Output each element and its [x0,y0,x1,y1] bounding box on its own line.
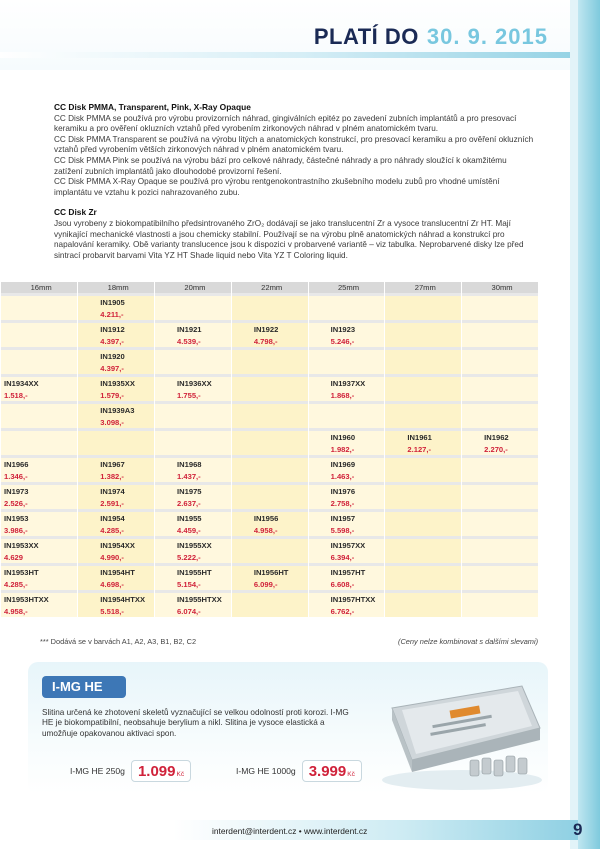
product-code-cell [1,431,78,443]
price-cell: 1.868,- [308,389,385,401]
product-code-cell [385,404,462,416]
product-code-cell: IN1955HT [155,566,232,578]
product-code-cell: IN1957HT [308,566,385,578]
price-cell [231,497,308,509]
product-code-cell [308,404,385,416]
price-cell: 3.986,- [1,524,78,536]
price-cell [462,605,539,617]
price-cell: 4.397,- [78,335,155,347]
table-row-codes [1,296,539,308]
product-code-cell [462,485,539,497]
product-code-cell [231,404,308,416]
table-row-codes [1,404,539,416]
price-cell [231,470,308,482]
price-cell [231,416,308,428]
product-code-cell: IN1974 [78,485,155,497]
price-cell [308,308,385,320]
product-code-cell: IN1936XX [155,377,232,389]
product-code-cell [231,458,308,470]
price-cell [78,443,155,455]
product-code-cell [462,593,539,605]
product-code-cell [385,512,462,524]
price-cell: 5.154,- [155,578,232,590]
price-cell [1,308,78,320]
price-cell [155,416,232,428]
zr-paragraph: Jsou vyrobeny z biokompatibilního předsintrovaného ZrO₂ dodávají se jako translucentní Zr a vysoce translucentní Zr HT. Mají vynikající mechanické vlastnosti a jsou chemicky stabilní. Používají se na výrobu plně anatomických náhrad a konstrukcí pro napalování keramiky. Obě varianty translucence jsou k dispozici v probarvené variantě – viz tabulka. Neprobarvené disky lze před sintrací probarvit barvami Vita YZ HT Shade liquid nebo Vita YZ T Coloring liquid. [54,218,524,260]
product-code-cell: IN1935XX [78,377,155,389]
product-code-cell [462,296,539,308]
product-code-cell [231,377,308,389]
price-cell [385,308,462,320]
img-he-label: I-MG HE [42,676,126,698]
price-cell [462,551,539,563]
right-stripe-light [570,0,578,849]
price-tag-1000g [236,760,362,782]
product-code-cell [155,431,232,443]
product-code-cell [462,323,539,335]
product-code-cell [231,350,308,362]
price-cell [231,551,308,563]
section-title-pmma: CC Disk PMMA, Transparent, Pink, X-Ray Opaque [54,102,251,112]
product-code-cell: IN1954 [78,512,155,524]
price-cell: 1.982,- [308,443,385,455]
price-cell [155,308,232,320]
section-title-zr: CC Disk Zr [54,207,97,218]
price-cell [1,443,78,455]
price-cell: 2.526,- [1,497,78,509]
product-code-cell [385,539,462,551]
price-cell [462,578,539,590]
product-code-cell [155,296,232,308]
product-code-cell [1,323,78,335]
table-row-prices [1,443,539,455]
price-cell: 1.346,- [1,470,78,482]
price-cell: 4.698,- [78,578,155,590]
price-cell [308,416,385,428]
price-cell: 4.958,- [1,605,78,617]
product-code-cell [385,377,462,389]
price-cell: 2.127,- [385,443,462,455]
product-code-cell: IN1953HT [1,566,78,578]
price-box [302,760,362,782]
price-cell [1,416,78,428]
table-row-prices [1,578,539,590]
price-cell [385,578,462,590]
product-code-cell: IN1969 [308,458,385,470]
currency: Kč [347,771,355,778]
product-code-cell [308,350,385,362]
product-code-cell: IN1955XX [155,539,232,551]
price-cell [385,605,462,617]
product-code-cell: IN1953XX [1,539,78,551]
table-row-prices [1,362,539,374]
table-row-prices [1,470,539,482]
price-cell [385,524,462,536]
table-row-prices [1,389,539,401]
price-cell: 2.758,- [308,497,385,509]
price-cell: 5.246,- [308,335,385,347]
column-header: 20mm [155,282,232,293]
column-header: 16mm [1,282,78,293]
table-body [1,293,539,617]
product-code-cell [462,377,539,389]
column-header: 30mm [462,282,539,293]
product-code-cell [385,296,462,308]
price-cell [462,335,539,347]
price-tag-250g [70,760,191,782]
table-row-prices [1,497,539,509]
product-code-cell [231,485,308,497]
product-code-cell: IN1960 [308,431,385,443]
price-cell: 1.518,- [1,389,78,401]
table-row-codes [1,566,539,578]
price-cell: 4.539,- [155,335,232,347]
product-code-cell [231,296,308,308]
product-code-cell [78,431,155,443]
product-code-cell: IN1912 [78,323,155,335]
discount-note: (Ceny nelze kombinovat s dalšími slevami) [398,637,539,646]
price-box [131,760,191,782]
product-code-cell [385,593,462,605]
table-row-codes [1,377,539,389]
price-cell [385,389,462,401]
price-cell: 4.211,- [78,308,155,320]
product-code-cell [1,350,78,362]
table-row-codes [1,593,539,605]
product-code-cell [462,458,539,470]
product-code-cell: IN1923 [308,323,385,335]
product-code-cell: IN1920 [78,350,155,362]
price-cell: 5.518,- [78,605,155,617]
table-row-codes [1,431,539,443]
price-cell: 6.762,- [308,605,385,617]
product-code-cell: IN1954HT [78,566,155,578]
price-cell [462,470,539,482]
pmma-paragraph-4: CC Disk PMMA X-Ray Opaque se používá pro výrobu rentgenokontrastního zkušebního modelu zubů pro vhodné umístění implantátu ve vztahu k pozici nahrazovaného zubu. [54,177,500,197]
price-cell: 1.382,- [78,470,155,482]
product-code-cell: IN1976 [308,485,385,497]
price-cell [462,362,539,374]
product-code-cell [308,296,385,308]
product-code-cell [231,431,308,443]
product-code-cell [385,458,462,470]
header-bar [0,52,600,58]
product-code-cell [462,566,539,578]
price-cell: 2.591,- [78,497,155,509]
product-code-cell [1,296,78,308]
price-cell: 5.598,- [308,524,385,536]
price-value: 3.999 [308,763,347,780]
table-row-prices [1,605,539,617]
price-cell [155,362,232,374]
price-cell [385,335,462,347]
product-code-cell [385,566,462,578]
product-code-cell [231,539,308,551]
price-cell [1,335,78,347]
table-row-codes [1,539,539,551]
table-row-codes [1,458,539,470]
product-code-cell [155,404,232,416]
product-code-cell: IN1921 [155,323,232,335]
price-cell: 4.958,- [231,524,308,536]
pmma-paragraph-1: CC Disk PMMA se používá pro výrobu provizorních náhrad, gingiválních epitéz po zavedení zubních implantátů a pro presovací keramiku a pro ověření okluzních vztahů před vyrobením zirkonových náhrad v plném anatomickém tvaru. [54,113,517,134]
price-cell [231,308,308,320]
price-cell [385,497,462,509]
footer-contact: interdent@interdent.cz • www.interdent.cz [212,826,368,836]
price-cell [462,389,539,401]
product-code-cell [155,350,232,362]
price-cell [462,308,539,320]
product-code-cell: IN1955 [155,512,232,524]
pmma-paragraph-2: CC Disk PMMA Transparent se používá na výrobu litých a anatomických konstrukcí, pro presovací keramiku a pro ověření okluzních vztahů před vyrobením větších zirkonových náhrad v plném anatomickém tvaru. [54,134,534,155]
product-code-cell: IN1961 [385,431,462,443]
price-cell: 6.074,- [155,605,232,617]
price-cell [385,551,462,563]
product-code-cell: IN1957 [308,512,385,524]
table-row-codes [1,350,539,362]
price-value: 1.099 [137,763,176,780]
price-cell: 4.459,- [155,524,232,536]
price-cell [308,362,385,374]
price-cell [462,524,539,536]
description-text [54,102,534,261]
price-cell: 4.990,- [78,551,155,563]
price-cell [385,416,462,428]
validity-title [314,24,548,50]
validity-date: 30. 9. 2015 [426,24,548,49]
price-cell: 1.755,- [155,389,232,401]
product-code-cell [462,350,539,362]
product-code-cell: IN1905 [78,296,155,308]
footnote: *** Dodává se v barvách A1, A2, A3, B1, B2, C2 [40,637,197,646]
table-header-row [1,282,539,293]
product-code-cell: IN1962 [462,431,539,443]
table-row-prices [1,551,539,563]
price-cell: 5.222,- [155,551,232,563]
price-cell: 6.099,- [231,578,308,590]
price-cell [231,443,308,455]
product-code-cell: IN1953HTXX [1,593,78,605]
product-code-cell: IN1957XX [308,539,385,551]
product-code-cell [231,593,308,605]
column-header: 27mm [385,282,462,293]
right-stripe [578,0,600,849]
column-header: 25mm [308,282,385,293]
price-cell: 6.394,- [308,551,385,563]
price-cell [231,389,308,401]
product-code-cell [1,404,78,416]
price-cell [385,362,462,374]
pmma-paragraph-3: CC Disk PMMA Pink se používá na výrobu bází pro celkové náhrady, částečné náhrady a pro náhrady sloužící k okamžitému zatížení zubních implantátů jako dlouhodobé provizorní řešení. [54,155,507,176]
product-code-cell: IN1966 [1,458,78,470]
price-cell [155,443,232,455]
product-code-cell: IN1956 [231,512,308,524]
product-code-cell: IN1939A3 [78,404,155,416]
product-code-cell: IN1968 [155,458,232,470]
price-cell: 4.285,- [1,578,78,590]
product-code-cell: IN1956HT [231,566,308,578]
product-code-cell: IN1957HTXX [308,593,385,605]
column-header: 22mm [231,282,308,293]
price-cell: 4.798,- [231,335,308,347]
price-cell: 4.629 [1,551,78,563]
column-header: 18mm [78,282,155,293]
product-code-cell: IN1934XX [1,377,78,389]
product-code-cell: IN1955HTXX [155,593,232,605]
price-cell [231,605,308,617]
product-name: I-MG HE 1000g [236,766,296,776]
price-table [1,282,539,617]
product-code-cell: IN1954XX [78,539,155,551]
table-row-prices [1,416,539,428]
table-row-codes [1,323,539,335]
product-code-cell: IN1967 [78,458,155,470]
product-tin-image [372,668,542,793]
price-cell: 6.608,- [308,578,385,590]
product-name: I-MG HE 250g [70,766,125,776]
product-code-cell [385,485,462,497]
product-code-cell: IN1922 [231,323,308,335]
table-row-codes [1,512,539,524]
price-cell: 3.098,- [78,416,155,428]
product-code-cell: IN1937XX [308,377,385,389]
product-code-cell: IN1973 [1,485,78,497]
validity-label: PLATÍ DO [313,24,419,49]
price-cell [231,362,308,374]
currency: Kč [176,771,185,778]
product-code-cell: IN1954HTXX [78,593,155,605]
product-code-cell [462,404,539,416]
table-row-codes [1,485,539,497]
table-row-prices [1,524,539,536]
product-code-cell: IN1975 [155,485,232,497]
price-cell: 2.270,- [462,443,539,455]
page-number: 9 [573,820,583,839]
price-cell: 4.397,- [78,362,155,374]
img-he-description: Slitina určená ke zhotovení skeletů vyznačující se velkou odolností proti korozi. I-MG HE je biokompatibilní, neobsahuje berylium a nikl. Slitina je vysoce elastická a umožňuje opakovanou aktivaci spon. [42,708,349,738]
price-cell [462,416,539,428]
price-cell: 2.637,- [155,497,232,509]
price-cell [385,470,462,482]
price-cell [1,362,78,374]
product-code-cell [462,512,539,524]
table-row-prices [1,308,539,320]
product-code-cell [462,539,539,551]
price-cell: 1.579,- [78,389,155,401]
product-code-cell [385,323,462,335]
price-cell [462,497,539,509]
price-cell: 1.463,- [308,470,385,482]
product-code-cell [385,350,462,362]
product-code-cell: IN1953 [1,512,78,524]
price-cell: 4.285,- [78,524,155,536]
table-row-prices [1,335,539,347]
price-cell: 1.437,- [155,470,232,482]
